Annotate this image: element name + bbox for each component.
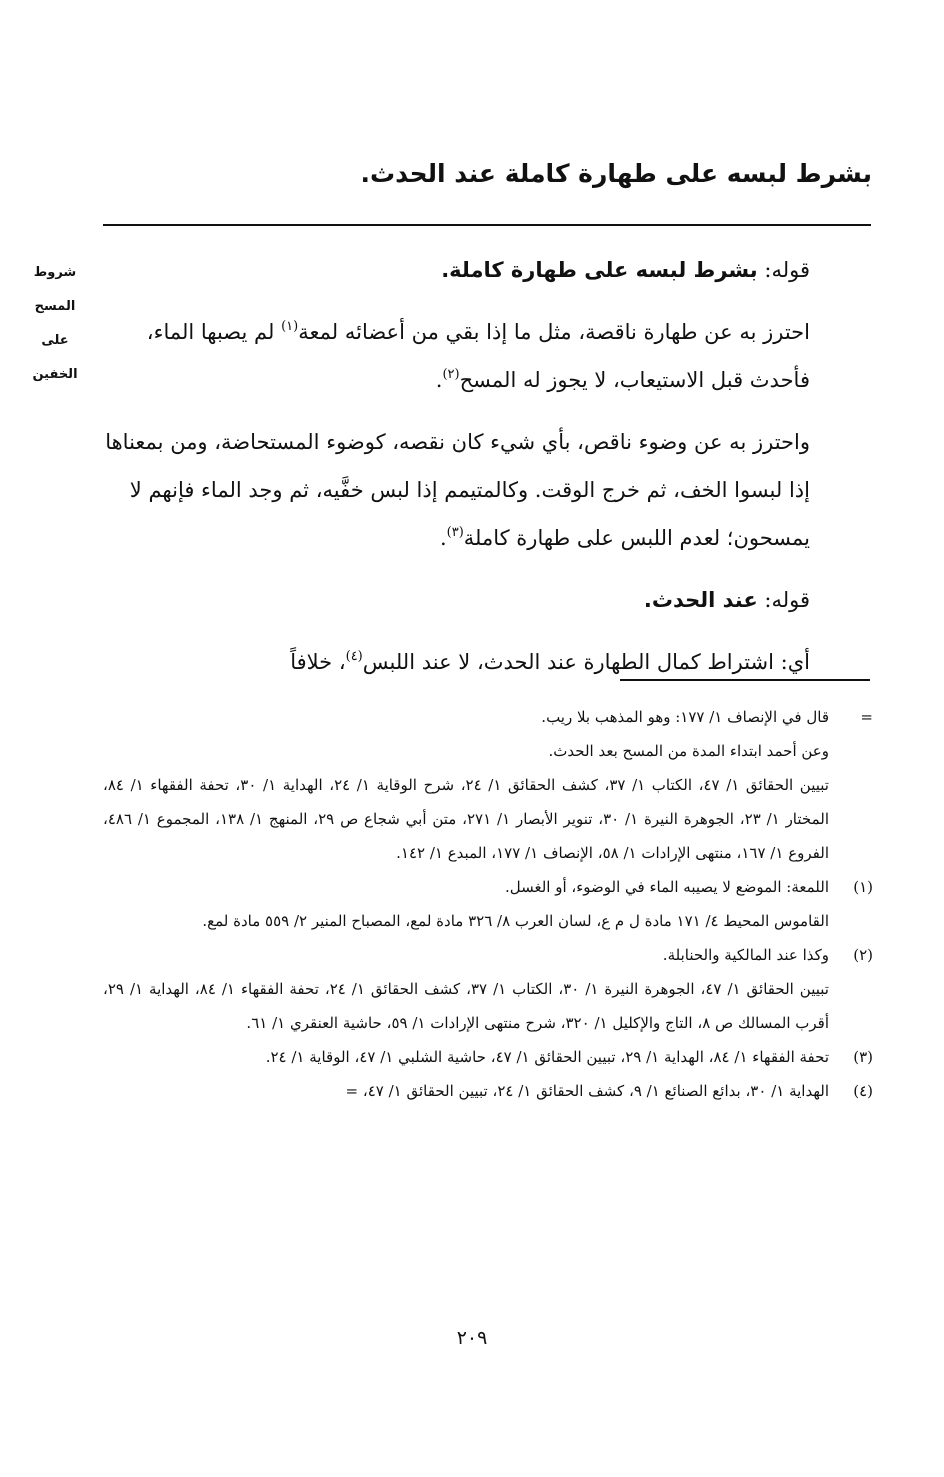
header-divider xyxy=(103,224,871,226)
paragraph-1 xyxy=(100,308,872,404)
margin-note-line: الخفين xyxy=(32,367,78,382)
margin-note-line: المسح xyxy=(34,299,76,314)
footnote-number: (٤) xyxy=(853,1082,873,1100)
footnote-divider xyxy=(620,679,870,681)
footnote-line: الهداية ١/ ٣٠، بدائع الصنائع ١/ ٩، كشف الحقائق ١/ ٢٤، تبيين الحقائق ١/ ٤٧، = xyxy=(345,1082,829,1100)
footnote-line: تبيين الحقائق ١/ ٤٧، الجوهرة النيرة ١/ ٣٠، الكتاب ١/ ٣٧، كشف الحقائق ١/ ٢٤، تحفة الفقهاء ١/ ٨٤، الهداية ١/ ٢٩، أقرب المسالك ص ٨، التاج والإكليل ١/ ٣٢٠، شرح منتهى الإرادات ١/ ٥٩، حاشية العنقري ١/ ٦١. xyxy=(103,980,829,1032)
footnote-number: (٣) xyxy=(853,1048,873,1066)
footnote-number: (١) xyxy=(853,878,873,896)
footnote-ref: (١) xyxy=(281,319,299,334)
footnote-line: القاموس المحيط ٤/ ١٧١ مادة ل م ع، لسان العرب ٨/ ٣٢٦ مادة لمع، المصباح المنير ٢/ ٥٥٩ مادة لمع. xyxy=(202,912,829,930)
main-text xyxy=(100,246,872,686)
lemma-text: عند الحدث. xyxy=(643,588,758,612)
footnote-continuation xyxy=(103,700,873,870)
margin-note-line: على xyxy=(41,333,69,348)
paragraph-2 xyxy=(100,418,872,562)
footnote-ref: (٣) xyxy=(446,525,464,540)
running-header xyxy=(72,152,872,196)
lemma-label: قوله: xyxy=(764,588,810,612)
page-number: ٢٠٩ xyxy=(456,1327,488,1349)
paragraph-text: واحترز به عن وضوء ناقص، بأي شيء كان نقصه، كوضوء المستحاضة، ومن بمعناها إذا لبسوا الخف، ثم خرج الوقت. وكالمتيمم إذا لبس خفَّيه، ثم وجد الماء فإنهم لا يمسحون؛ لعدم اللبس على طهارة كاملة xyxy=(105,430,810,550)
paragraph-text: . xyxy=(439,526,447,550)
continuation-mark: = xyxy=(860,708,873,726)
lemma-text: بشرط لبسه على طهارة كاملة. xyxy=(441,258,758,282)
footnote-3 xyxy=(103,1040,873,1074)
paragraph-text: احترز به عن طهارة ناقصة، مثل ما إذا بقي من أعضائه لمعة xyxy=(298,320,810,344)
margin-note-line: شروط xyxy=(33,265,77,280)
footnote-2 xyxy=(103,938,873,1040)
paragraph-text: لم يصبها الماء، فأحدث قبل الاستيعاب، لا يجوز له المسح xyxy=(146,320,810,392)
footnote-line: تبيين الحقائق ١/ ٤٧، الكتاب ١/ ٣٧، كشف الحقائق ١/ ٢٤، شرح الوقاية ١/ ٢٤، الهداية ١/ ٣٠، تحفة الفقهاء ١/ ٨٤، المختار ١/ ٢٣، الجوهرة النيرة ١/ ٣٠، تنوير الأبصار ١/ ٢٧١، متن أبي شجاع ص ٢٩، المنهج ١/ ١٣٨، المجموع ١/ ٤٨٦، الفروع ١/ ١٦٧، منتهى الإرادات ١/ ٥٨، الإنصاف ١/ ١٧٧، المبدع ١/ ١٤٢. xyxy=(103,776,829,862)
margin-note xyxy=(18,256,92,392)
footnote-line: قال في الإنصاف ١/ ١٧٧: وهو المذهب بلا ريب. xyxy=(541,708,829,726)
footnote-line: تحفة الفقهاء ١/ ٨٤، الهداية ١/ ٢٩، تبيين الحقائق ١/ ٤٧، حاشية الشلبي ١/ ٤٧، الوقاية ١/ ٢٤. xyxy=(265,1048,829,1066)
footnote-4 xyxy=(103,1074,873,1108)
footnote-line: وعن أحمد ابتداء المدة من المسح بعد الحدث. xyxy=(548,742,829,760)
paragraph-text: أي: اشتراط كمال الطهارة عند الحدث، لا عند اللبس xyxy=(362,650,810,674)
lemma-label: قوله: xyxy=(764,258,810,282)
footnote-1 xyxy=(103,870,873,938)
footnote-ref: (٤) xyxy=(345,649,363,664)
running-header-text: بشرط لبسه على طهارة كاملة عند الحدث. xyxy=(360,159,872,188)
footnote-number: (٢) xyxy=(853,946,873,964)
paragraph-lemma-1 xyxy=(100,246,872,294)
footnote-line: اللمعة: الموضع لا يصيبه الماء في الوضوء، أو الغسل. xyxy=(504,878,829,896)
paragraph-lemma-2 xyxy=(100,576,872,624)
paragraph-text: . xyxy=(435,368,443,392)
footnotes xyxy=(103,700,873,1108)
footnote-ref: (٢) xyxy=(442,367,460,382)
paragraph-text: ، خلافاً xyxy=(290,650,346,674)
footnote-line: وكذا عند المالكية والحنابلة. xyxy=(662,946,829,964)
